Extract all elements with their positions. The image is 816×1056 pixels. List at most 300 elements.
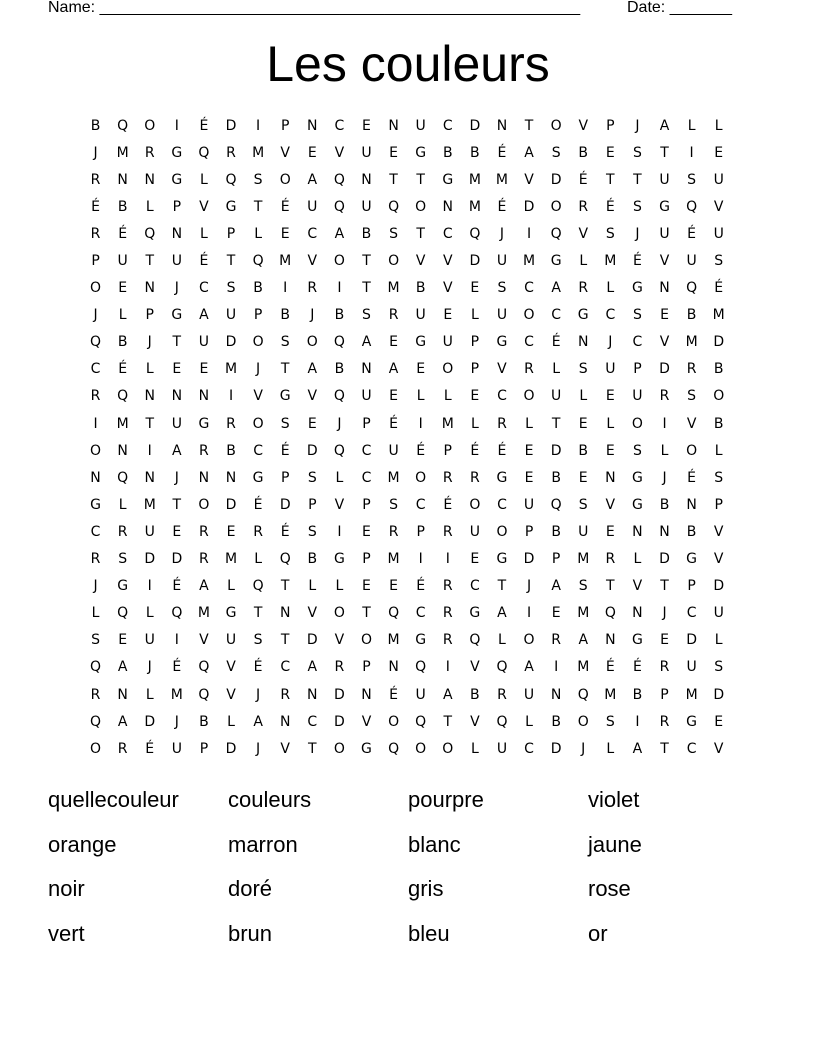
grid-letter[interactable]: V (578, 117, 589, 134)
grid-letter[interactable]: U (469, 523, 480, 540)
grid-letter[interactable]: G (631, 632, 643, 649)
grid-letter[interactable]: V (334, 144, 345, 161)
grid-letter[interactable]: V (659, 253, 670, 270)
grid-letter[interactable]: S (605, 225, 615, 242)
grid-letter[interactable]: D (144, 713, 156, 730)
grid-letter[interactable]: D (659, 361, 670, 378)
grid-letter[interactable]: S (389, 225, 399, 242)
grid-letter[interactable]: B (551, 523, 561, 540)
grid-letter[interactable]: É (687, 225, 697, 242)
grid-letter[interactable]: N (550, 686, 562, 703)
grid-letter[interactable]: U (686, 253, 697, 270)
grid-letter[interactable]: Q (388, 198, 400, 215)
grid-letter[interactable]: O (388, 253, 400, 270)
grid-letter[interactable]: U (496, 740, 508, 757)
grid-letter[interactable]: A (199, 578, 209, 595)
grid-letter[interactable]: É (497, 442, 507, 459)
grid-letter[interactable]: L (118, 307, 127, 324)
grid-letter[interactable]: G (442, 171, 454, 188)
grid-letter[interactable]: R (659, 713, 670, 730)
grid-letter[interactable]: L (525, 415, 533, 432)
grid-letter[interactable]: V (280, 740, 290, 757)
grid-letter[interactable]: C (524, 740, 534, 757)
grid-letter[interactable]: E (172, 361, 182, 378)
grid-letter[interactable]: Q (198, 144, 210, 161)
grid-letter[interactable]: J (147, 334, 152, 351)
grid-letter[interactable]: É (497, 144, 507, 161)
grid-letter[interactable]: G (225, 605, 237, 622)
grid-letter[interactable]: I (554, 659, 559, 676)
grid-letter[interactable]: S (632, 198, 642, 215)
grid-letter[interactable]: J (635, 225, 640, 242)
grid-letter[interactable]: Q (388, 740, 400, 757)
grid-letter[interactable]: Q (496, 713, 508, 730)
grid-letter[interactable]: I (147, 442, 152, 459)
grid-letter[interactable]: E (470, 551, 480, 568)
grid-letter[interactable]: U (523, 686, 535, 703)
grid-letter[interactable]: V (334, 496, 345, 513)
grid-letter[interactable]: R (226, 415, 236, 432)
grid-letter[interactable]: V (307, 253, 318, 270)
grid-letter[interactable]: D (469, 117, 481, 134)
grid-letter[interactable]: J (256, 740, 261, 757)
grid-letter[interactable]: U (713, 171, 724, 188)
grid-letter[interactable]: V (524, 171, 534, 188)
grid-letter[interactable]: U (117, 253, 128, 270)
grid-letter[interactable]: T (226, 253, 236, 270)
grid-letter[interactable]: R (117, 523, 128, 540)
grid-letter[interactable]: B (578, 144, 589, 161)
grid-letter[interactable]: N (279, 713, 291, 730)
grid-letter[interactable]: V (307, 388, 318, 405)
grid-letter[interactable]: U (144, 523, 155, 540)
grid-letter[interactable]: E (714, 144, 724, 161)
grid-letter[interactable]: D (225, 740, 237, 757)
grid-letter[interactable]: Q (198, 686, 210, 703)
grid-letter[interactable]: B (551, 713, 561, 730)
grid-letter[interactable]: U (171, 415, 182, 432)
grid-letter[interactable]: R (253, 523, 263, 540)
grid-letter[interactable]: B (713, 415, 724, 432)
grid-letter[interactable]: A (632, 740, 643, 757)
grid-letter[interactable]: B (686, 307, 697, 324)
grid-letter[interactable]: É (632, 253, 642, 270)
grid-letter[interactable]: E (524, 442, 534, 459)
grid-letter[interactable]: T (172, 334, 182, 351)
grid-letter[interactable]: N (144, 388, 155, 405)
grid-letter[interactable]: N (605, 469, 616, 486)
grid-letter[interactable]: É (199, 253, 209, 270)
grid-letter[interactable]: P (362, 496, 371, 513)
grid-letter[interactable]: R (90, 225, 101, 242)
grid-letter[interactable]: O (90, 442, 102, 459)
grid-letter[interactable]: S (307, 469, 317, 486)
grid-letter[interactable]: L (145, 198, 154, 215)
grid-letter[interactable]: I (337, 523, 342, 540)
grid-letter[interactable]: É (91, 198, 100, 215)
grid-letter[interactable]: A (199, 307, 209, 324)
grid-letter[interactable]: Q (252, 578, 264, 595)
grid-letter[interactable]: J (662, 605, 667, 622)
grid-letter[interactable]: J (526, 578, 532, 595)
grid-letter[interactable]: T (362, 253, 371, 270)
grid-letter[interactable]: O (523, 388, 535, 405)
grid-letter[interactable]: D (334, 713, 345, 730)
grid-letter[interactable]: M (387, 632, 400, 649)
grid-letter[interactable]: E (524, 469, 534, 486)
grid-letter[interactable]: É (578, 171, 588, 188)
grid-letter[interactable]: L (687, 117, 696, 134)
grid-letter[interactable]: L (254, 225, 263, 242)
grid-letter[interactable]: M (387, 551, 400, 568)
grid-letter[interactable]: N (632, 523, 643, 540)
grid-letter[interactable]: V (226, 686, 236, 703)
grid-letter[interactable]: Q (577, 686, 589, 703)
grid-letter[interactable]: V (713, 551, 724, 568)
grid-letter[interactable]: U (632, 388, 643, 405)
grid-letter[interactable]: J (174, 469, 179, 486)
grid-letter[interactable]: É (551, 334, 561, 351)
grid-letter[interactable]: P (470, 361, 480, 378)
grid-letter[interactable]: V (713, 740, 724, 757)
grid-letter[interactable]: S (307, 523, 317, 540)
grid-letter[interactable]: Q (117, 117, 129, 134)
grid-letter[interactable]: M (143, 496, 156, 513)
grid-letter[interactable]: R (280, 686, 291, 703)
grid-letter[interactable]: D (306, 632, 318, 649)
grid-letter[interactable]: R (117, 740, 128, 757)
grid-letter[interactable]: É (497, 198, 507, 215)
grid-letter[interactable]: D (306, 442, 318, 459)
grid-letter[interactable]: O (360, 632, 372, 649)
grid-letter[interactable]: G (252, 469, 264, 486)
grid-letter[interactable]: B (632, 686, 643, 703)
grid-letter[interactable]: O (469, 496, 481, 513)
grid-letter[interactable]: R (442, 578, 453, 595)
grid-letter[interactable]: É (389, 686, 398, 703)
grid-letter[interactable]: J (174, 280, 179, 297)
grid-letter[interactable]: J (256, 361, 261, 378)
grid-letter[interactable]: E (118, 632, 128, 649)
grid-letter[interactable]: R (524, 361, 534, 378)
grid-letter[interactable]: C (415, 605, 426, 622)
grid-letter[interactable]: O (442, 740, 454, 757)
grid-letter[interactable]: C (361, 442, 372, 459)
grid-letter[interactable]: N (577, 334, 589, 351)
grid-letter[interactable]: S (253, 632, 263, 649)
grid-letter[interactable]: É (389, 415, 398, 432)
grid-letter[interactable]: É (172, 659, 182, 676)
grid-letter[interactable]: I (256, 117, 261, 134)
grid-letter[interactable]: C (605, 307, 616, 324)
grid-letter[interactable]: G (577, 307, 589, 324)
grid-letter[interactable]: G (171, 171, 183, 188)
grid-letter[interactable]: S (497, 280, 507, 297)
grid-letter[interactable]: U (686, 659, 697, 676)
grid-letter[interactable]: P (172, 198, 182, 215)
grid-letter[interactable]: C (686, 605, 697, 622)
grid-letter[interactable]: V (470, 659, 480, 676)
grid-letter[interactable]: L (254, 551, 263, 568)
grid-letter[interactable]: U (578, 523, 589, 540)
grid-letter[interactable]: L (606, 280, 615, 297)
grid-letter[interactable]: Q (90, 659, 102, 676)
grid-letter[interactable]: U (225, 307, 237, 324)
grid-letter[interactable]: É (199, 117, 209, 134)
grid-letter[interactable]: G (361, 740, 372, 757)
grid-letter[interactable]: R (90, 171, 101, 188)
grid-letter[interactable]: T (280, 632, 290, 649)
grid-letter[interactable]: I (418, 415, 423, 432)
grid-letter[interactable]: É (118, 225, 128, 242)
grid-letter[interactable]: D (659, 551, 670, 568)
grid-letter[interactable]: É (632, 659, 642, 676)
grid-letter[interactable]: U (523, 496, 535, 513)
grid-letter[interactable]: U (171, 253, 182, 270)
grid-letter[interactable]: P (524, 523, 534, 540)
grid-letter[interactable]: N (144, 171, 155, 188)
grid-letter[interactable]: N (442, 198, 453, 215)
grid-letter[interactable]: E (389, 388, 398, 405)
grid-letter[interactable]: R (442, 469, 453, 486)
grid-letter[interactable]: E (389, 578, 398, 595)
grid-letter[interactable]: E (416, 361, 426, 378)
grid-letter[interactable]: U (551, 388, 562, 405)
grid-letter[interactable]: L (633, 551, 642, 568)
grid-letter[interactable]: É (172, 578, 182, 595)
grid-letter[interactable]: S (118, 551, 128, 568)
grid-letter[interactable]: S (253, 171, 263, 188)
grid-letter[interactable]: R (307, 280, 318, 297)
grid-letter[interactable]: É (253, 496, 263, 513)
grid-letter[interactable]: P (253, 307, 263, 324)
grid-letter[interactable]: S (226, 280, 236, 297)
grid-letter[interactable]: B (659, 496, 670, 513)
grid-letter[interactable]: J (310, 307, 315, 324)
grid-letter[interactable]: E (280, 225, 290, 242)
grid-letter[interactable]: D (225, 496, 237, 513)
grid-letter[interactable]: P (660, 686, 669, 703)
grid-letter[interactable]: L (308, 578, 317, 595)
grid-letter[interactable]: R (199, 523, 209, 540)
grid-letter[interactable]: G (225, 198, 237, 215)
grid-letter[interactable]: V (632, 578, 643, 595)
grid-letter[interactable]: L (579, 388, 588, 405)
grid-letter[interactable]: V (280, 144, 290, 161)
grid-letter[interactable]: U (225, 632, 237, 649)
grid-letter[interactable]: T (551, 415, 561, 432)
grid-letter[interactable]: C (686, 740, 697, 757)
grid-letter[interactable]: B (470, 144, 480, 161)
grid-letter[interactable]: Q (333, 388, 345, 405)
grid-letter[interactable]: É (280, 198, 290, 215)
grid-letter[interactable]: Q (333, 171, 345, 188)
grid-letter[interactable]: O (198, 496, 210, 513)
grid-letter[interactable]: E (389, 144, 398, 161)
grid-letter[interactable]: I (337, 280, 342, 297)
grid-letter[interactable]: O (442, 361, 454, 378)
grid-letter[interactable]: B (551, 469, 561, 486)
grid-letter[interactable]: V (334, 632, 345, 649)
grid-letter[interactable]: T (280, 578, 290, 595)
grid-letter[interactable]: S (632, 442, 642, 459)
grid-letter[interactable]: L (660, 442, 669, 459)
grid-letter[interactable]: O (279, 171, 291, 188)
grid-letter[interactable]: N (225, 469, 237, 486)
grid-letter[interactable]: R (605, 551, 616, 568)
grid-letter[interactable]: O (144, 117, 156, 134)
grid-letter[interactable]: A (307, 171, 318, 188)
grid-letter[interactable]: L (443, 388, 452, 405)
grid-letter[interactable]: I (147, 578, 152, 595)
grid-letter[interactable]: M (279, 253, 292, 270)
grid-letter[interactable]: Q (333, 198, 345, 215)
grid-letter[interactable]: M (712, 307, 725, 324)
grid-letter[interactable]: B (280, 307, 290, 324)
grid-letter[interactable]: D (550, 740, 562, 757)
grid-letter[interactable]: É (280, 523, 290, 540)
grid-letter[interactable]: O (306, 334, 318, 351)
grid-letter[interactable]: O (713, 388, 725, 405)
grid-letter[interactable]: O (333, 253, 345, 270)
grid-letter[interactable]: E (307, 144, 317, 161)
grid-letter[interactable]: V (470, 713, 480, 730)
grid-letter[interactable]: V (497, 361, 507, 378)
grid-letter[interactable]: D (225, 117, 237, 134)
grid-letter[interactable]: T (606, 578, 615, 595)
grid-letter[interactable]: I (635, 713, 640, 730)
grid-letter[interactable]: G (333, 551, 345, 568)
grid-letter[interactable]: P (551, 551, 561, 568)
grid-letter[interactable]: C (632, 334, 643, 351)
grid-letter[interactable]: T (416, 171, 425, 188)
grid-letter[interactable]: P (687, 578, 696, 595)
grid-letter[interactable]: R (90, 551, 101, 568)
grid-letter[interactable]: V (713, 198, 724, 215)
grid-letter[interactable]: M (224, 361, 238, 378)
grid-letter[interactable]: P (362, 551, 371, 568)
grid-letter[interactable]: N (279, 605, 291, 622)
grid-letter[interactable]: Q (415, 659, 427, 676)
grid-letter[interactable]: M (495, 171, 508, 188)
grid-letter[interactable]: R (578, 280, 589, 297)
grid-letter[interactable]: O (415, 740, 427, 757)
grid-letter[interactable]: N (361, 171, 372, 188)
grid-letter[interactable]: Q (117, 469, 129, 486)
grid-letter[interactable]: M (685, 686, 698, 703)
grid-letter[interactable]: O (333, 605, 345, 622)
grid-letter[interactable]: G (469, 605, 481, 622)
grid-letter[interactable]: G (171, 307, 183, 324)
grid-letter[interactable]: V (226, 659, 236, 676)
grid-letter[interactable]: J (93, 307, 98, 324)
grid-letter[interactable]: V (686, 415, 697, 432)
grid-letter[interactable]: S (91, 632, 100, 649)
grid-letter[interactable]: M (387, 280, 400, 297)
grid-letter[interactable]: Q (604, 605, 616, 622)
grid-letter[interactable]: É (470, 442, 480, 459)
grid-letter[interactable]: I (418, 551, 423, 568)
grid-letter[interactable]: É (416, 442, 426, 459)
grid-letter[interactable]: B (90, 117, 101, 134)
grid-letter[interactable]: L (145, 361, 154, 378)
grid-letter[interactable]: N (90, 469, 101, 486)
grid-letter[interactable]: É (253, 659, 263, 676)
grid-letter[interactable]: L (145, 686, 154, 703)
grid-letter[interactable]: R (659, 388, 670, 405)
grid-letter[interactable]: V (659, 334, 670, 351)
grid-letter[interactable]: G (631, 280, 643, 297)
grid-letter[interactable]: Q (469, 632, 481, 649)
grid-letter[interactable]: M (604, 686, 617, 703)
grid-letter[interactable]: R (442, 632, 453, 649)
grid-letter[interactable]: Q (333, 334, 345, 351)
grid-letter[interactable]: L (200, 171, 208, 188)
grid-letter[interactable]: D (550, 171, 562, 188)
grid-letter[interactable]: E (172, 523, 182, 540)
grid-letter[interactable]: T (633, 171, 642, 188)
grid-letter[interactable]: I (93, 415, 98, 432)
grid-letter[interactable]: E (605, 523, 615, 540)
grid-letter[interactable]: S (578, 578, 588, 595)
grid-letter[interactable]: Q (225, 171, 237, 188)
grid-letter[interactable]: E (605, 388, 615, 405)
grid-letter[interactable]: O (523, 632, 535, 649)
grid-letter[interactable]: S (578, 361, 588, 378)
grid-letter[interactable]: O (90, 740, 102, 757)
grid-letter[interactable]: L (335, 469, 344, 486)
grid-letter[interactable]: É (605, 659, 615, 676)
grid-letter[interactable]: C (524, 334, 534, 351)
grid-letter[interactable]: Q (415, 713, 427, 730)
grid-letter[interactable]: G (631, 469, 643, 486)
grid-letter[interactable]: E (362, 523, 371, 540)
grid-letter[interactable]: S (389, 496, 399, 513)
grid-letter[interactable]: C (442, 117, 453, 134)
grid-letter[interactable]: J (174, 713, 179, 730)
grid-letter[interactable]: I (526, 225, 532, 242)
grid-letter[interactable]: N (144, 280, 155, 297)
grid-letter[interactable]: A (361, 334, 372, 351)
grid-letter[interactable]: R (199, 551, 209, 568)
grid-letter[interactable]: L (714, 117, 723, 134)
grid-letter[interactable]: R (226, 144, 236, 161)
grid-letter[interactable]: E (470, 280, 480, 297)
grid-letter[interactable]: C (361, 469, 372, 486)
grid-letter[interactable]: L (227, 578, 235, 595)
grid-letter[interactable]: G (686, 713, 698, 730)
grid-letter[interactable]: C (442, 225, 453, 242)
grid-letter[interactable]: L (91, 605, 100, 622)
grid-letter[interactable]: I (174, 632, 179, 649)
grid-letter[interactable]: Q (388, 605, 400, 622)
grid-letter[interactable]: Q (171, 605, 183, 622)
grid-letter[interactable]: M (577, 659, 590, 676)
grid-letter[interactable]: Q (469, 225, 481, 242)
grid-letter[interactable]: A (307, 361, 318, 378)
grid-letter[interactable]: N (361, 361, 372, 378)
grid-letter[interactable]: M (604, 253, 617, 270)
grid-letter[interactable]: Q (198, 659, 210, 676)
grid-letter[interactable]: S (714, 253, 724, 270)
grid-letter[interactable]: E (362, 117, 371, 134)
grid-letter[interactable]: É (443, 496, 453, 513)
grid-letter[interactable]: C (415, 496, 426, 513)
grid-letter[interactable]: T (308, 740, 317, 757)
grid-letter[interactable]: M (577, 605, 590, 622)
grid-letter[interactable]: S (714, 469, 724, 486)
grid-letter[interactable]: R (497, 415, 507, 432)
